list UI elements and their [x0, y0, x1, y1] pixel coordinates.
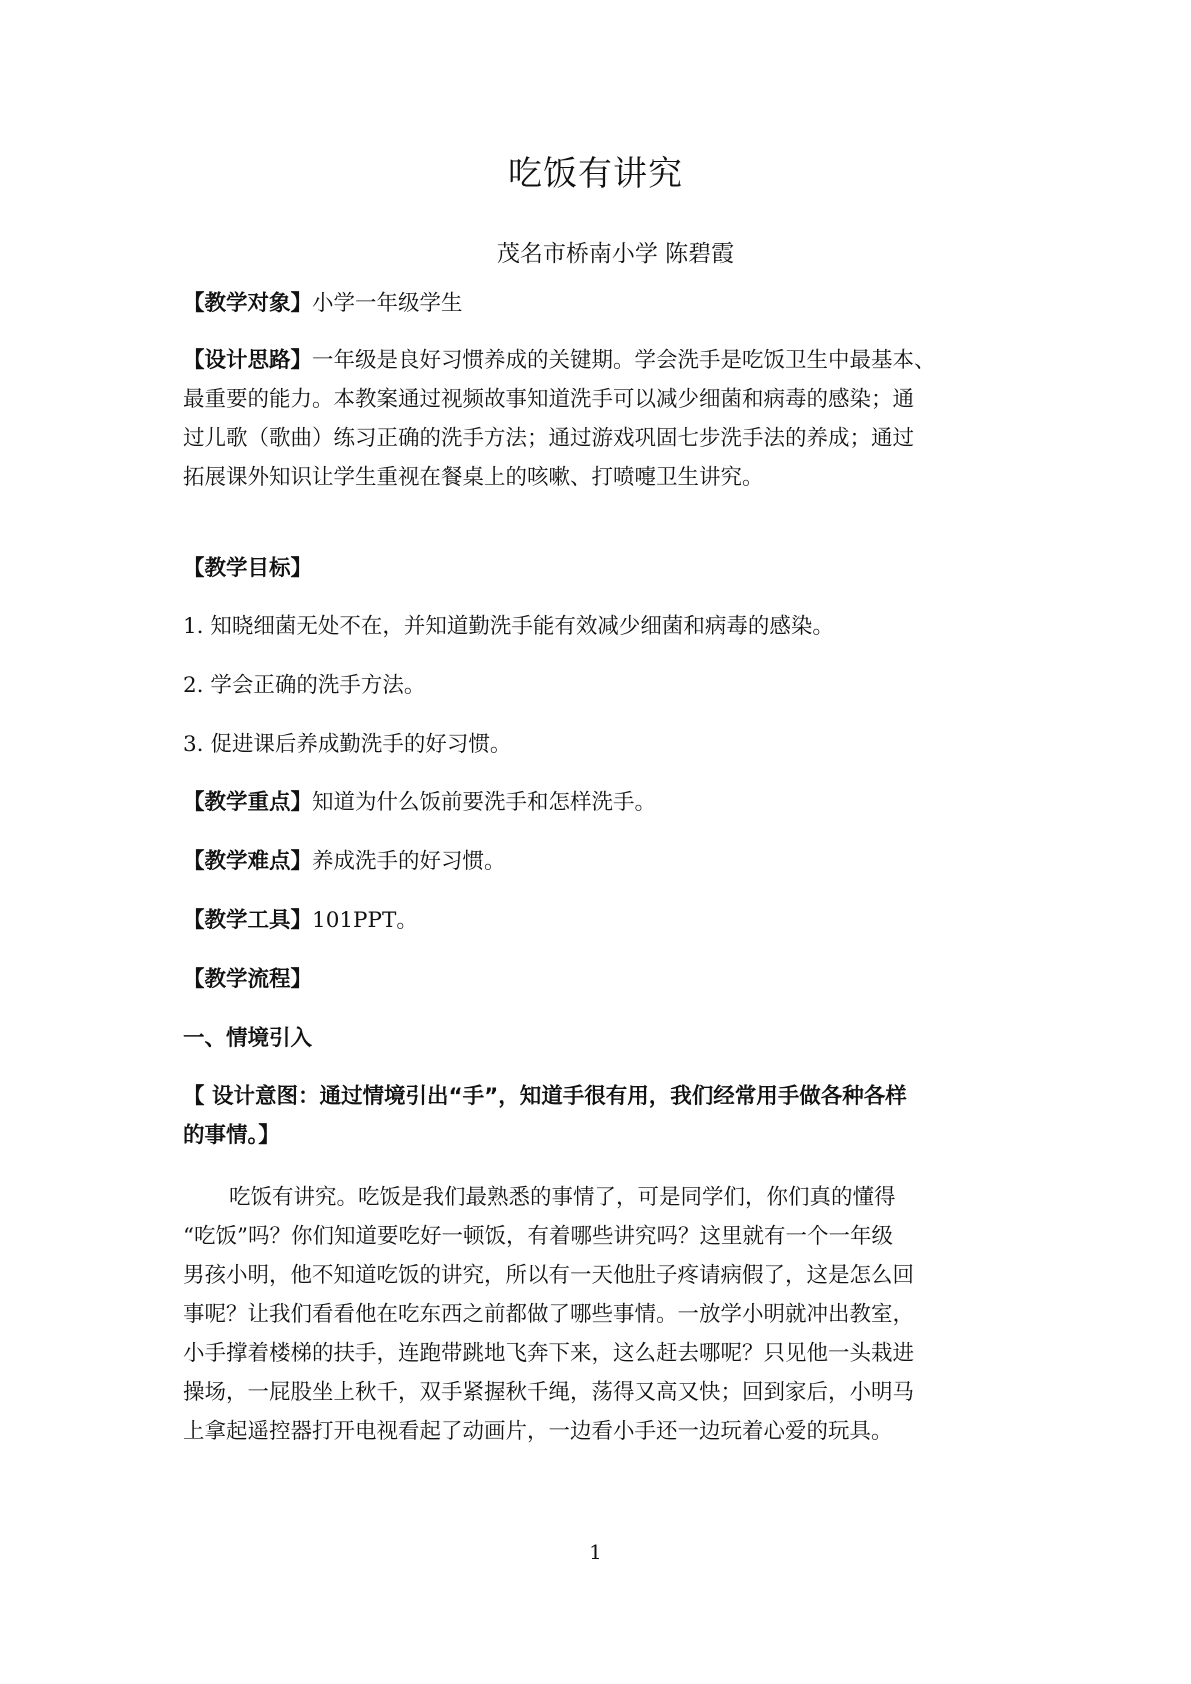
teaching-goal-item: 3. 促进课后养成勤洗手的好习惯。	[183, 732, 512, 757]
teaching-goal-item: 1. 知晓细菌无处不在，并知道勤洗手能有效减少细菌和病毒的感染。	[183, 614, 834, 639]
author-line: 茂名市桥南小学 陈碧霞	[496, 241, 735, 267]
design-intent-line: 的事情。】	[183, 1123, 280, 1148]
key-point-text: 知道为什么饭前要洗手和怎样洗手。	[312, 790, 657, 815]
section-body-line: “吃饭”吗？你们知道要吃好一顿饭，有着哪些讲究吗？这里就有一个一年级	[183, 1224, 893, 1249]
design-intent	[183, 1077, 1013, 1155]
section-body-line: 男孩小明，他不知道吃饭的讲究，所以有一天他肚子疼请病假了，这是怎么回	[183, 1263, 915, 1288]
section-heading: 一、情境引入	[183, 1026, 313, 1051]
difficulty	[183, 842, 1013, 881]
teaching-goals-heading: 【教学目标】	[183, 556, 313, 581]
design-idea-label: 【设计思路】	[183, 348, 313, 373]
design-idea-line: 一年级是良好习惯养成的关键期。学会洗手是吃饭卫生中最基本、	[312, 348, 936, 373]
teaching-goal-item: 2. 学会正确的洗手方法。	[183, 673, 426, 698]
design-idea-line: 最重要的能力。本教案通过视频故事知道洗手可以减少细菌和病毒的感染；通	[183, 387, 915, 412]
difficulty-text: 养成洗手的好习惯。	[312, 849, 506, 874]
teaching-tools-text: 101PPT。	[312, 908, 418, 933]
section-body-line: 操场，一屁股坐上秋千，双手紧握秋千绳，荡得又高又快；回到家后，小明马	[183, 1380, 915, 1405]
design-idea-line: 过儿歌（歌曲）练习正确的洗手方法；通过游戏巩固七步洗手法的养成；通过	[183, 426, 915, 451]
key-point-label: 【教学重点】	[183, 790, 313, 815]
section-body-line: 上拿起遥控器打开电视看起了动画片，一边看小手还一边玩着心爱的玩具。	[183, 1419, 893, 1444]
section-body-line: 事呢？让我们看看他在吃东西之前都做了哪些事情。一放学小明就冲出教室，	[183, 1302, 915, 1327]
section-body-line: 吃饭有讲究。吃饭是我们最熟悉的事情了，可是同学们，你们真的懂得	[229, 1185, 896, 1210]
key-point	[183, 783, 1013, 822]
teaching-process-heading: 【教学流程】	[183, 967, 313, 992]
teaching-target-label: 【教学对象】	[183, 291, 313, 316]
section-body	[183, 1178, 1013, 1451]
difficulty-label: 【教学难点】	[183, 849, 313, 874]
page-number: 1	[589, 1540, 602, 1564]
section-body-line: 小手撑着楼梯的扶手，连跑带跳地飞奔下来，这么赶去哪呢？只见他一头栽进	[183, 1341, 915, 1366]
design-intent-line: 【 设计意图：通过情境引出“手”，知道手很有用，我们经常用手做各种各样	[183, 1084, 907, 1109]
teaching-target	[183, 284, 1013, 323]
teaching-target-text: 小学一年级学生	[312, 291, 463, 316]
document-title: 吃饭有讲究	[508, 154, 683, 194]
teaching-tools	[183, 901, 1013, 940]
design-idea	[183, 341, 1013, 497]
design-idea-line: 拓展课外知识让学生重视在餐桌上的咳嗽、打喷嚏卫生讲究。	[183, 465, 764, 490]
teaching-tools-label: 【教学工具】	[183, 908, 313, 933]
